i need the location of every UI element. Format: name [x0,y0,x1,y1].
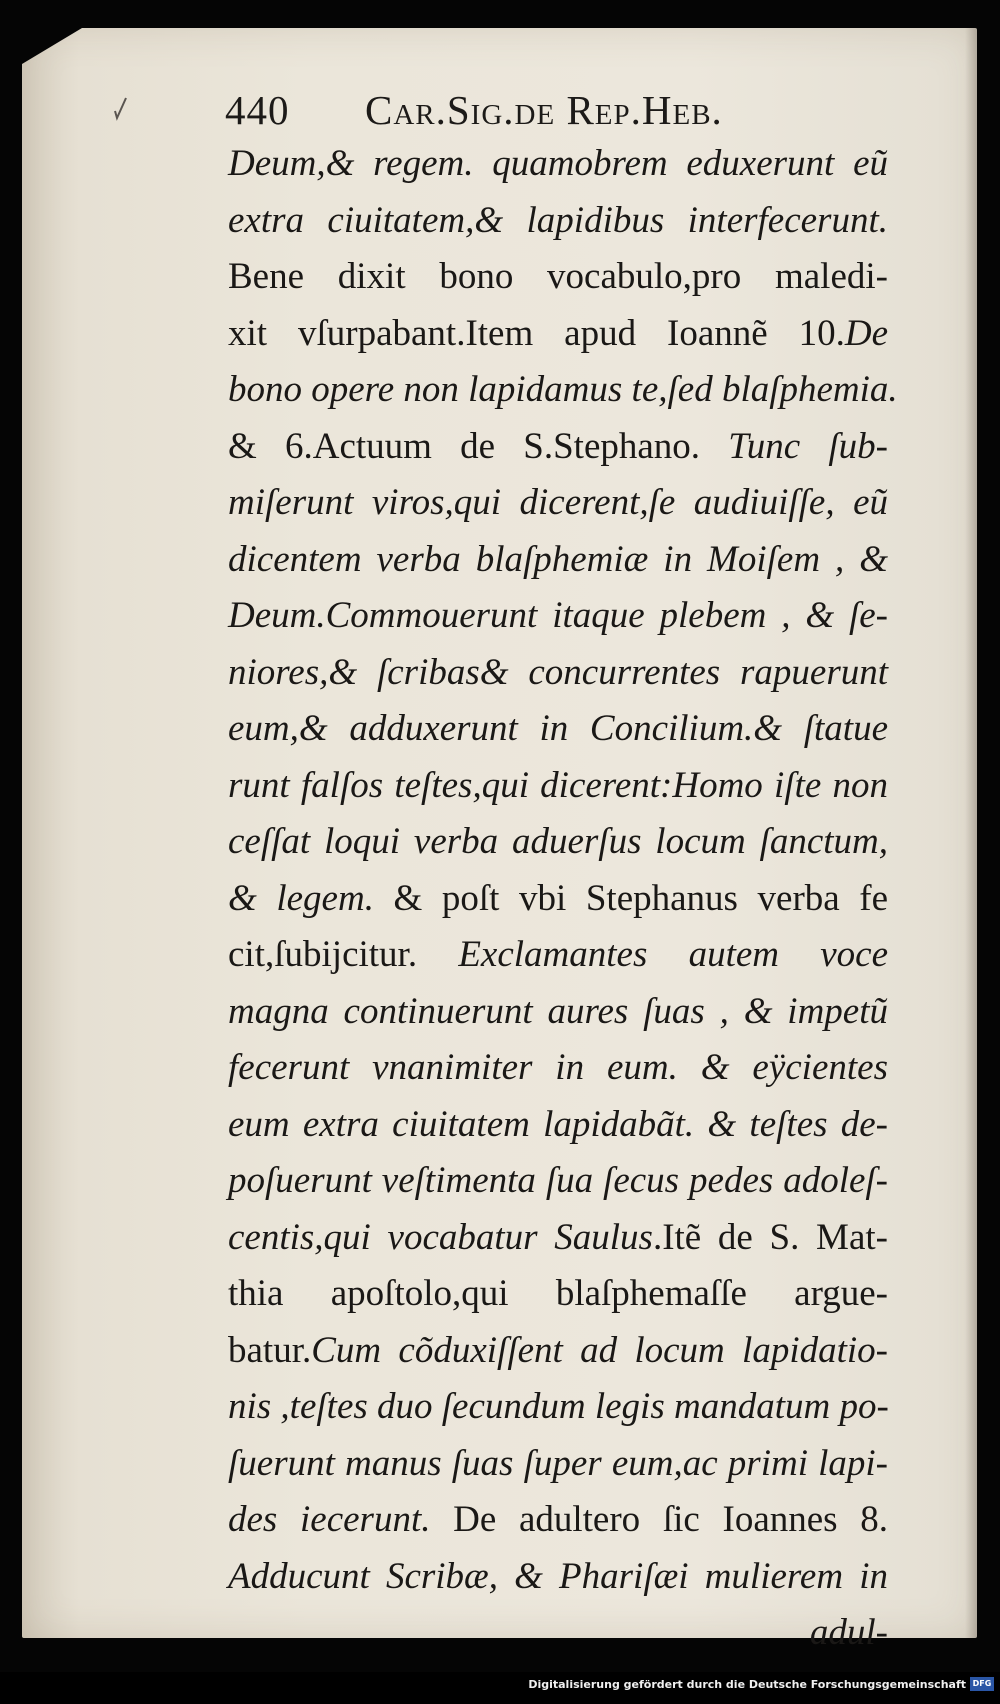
text-line [228,1210,888,1267]
italic-text-segment: dicentem verba blaſphemiæ in Moiſem , & [228,538,888,580]
roman-text-segment: De adultero ſic Ioannes 8. [430,1499,888,1540]
text-line [228,645,888,702]
italic-text-segment: De [844,312,888,354]
roman-text-segment: & poſt vbi Stephanus verba fe [373,877,888,919]
pencil-mark [112,96,130,122]
text-line [228,758,888,815]
text-line [228,532,888,589]
italic-text-segment: centis,qui vocabatur Saulus [228,1216,653,1258]
italic-text-segment: niores,& ſcribas& concurrentes rapuerunt [228,651,888,693]
footer-credit: Digitalisierung gefördert durch die Deutsche Forschungsgemeinschaft [528,1678,966,1691]
italic-text-segment: runt falſos teſtes,qui dicerent:Homo iſte non [228,764,888,806]
italic-text-segment: Deum,& regem. quamobrem eduxerunt eũ [228,143,888,184]
italic-text-segment: Cum cõduxiſſent ad locum lapidatio- [311,1329,888,1371]
roman-text-segment: & 6.Actuum de S.Stephano. [228,425,729,467]
italic-text-segment: eum,& adduxerunt in Concilium.& ſtatue [228,708,888,749]
text-line [228,814,888,871]
italic-text-segment: des iecerunt. [228,1499,431,1540]
page-torn-corner [22,28,82,64]
roman-text-segment: xit vſurpabant.Item apud Ioannẽ 10. [228,312,845,354]
running-head [225,86,945,134]
italic-text-segment: ceſſat loqui verba aduerſus locum ſanctum, [228,821,888,862]
text-line [228,588,888,645]
text-line [228,475,888,532]
text-line [228,1097,888,1154]
running-title: Car.Sig.de Rep.Heb. [365,87,723,133]
italic-text-segment: extra ciuitatem,& lapidibus interfecerunt. [228,199,888,241]
text-line [228,1436,888,1493]
text-line [228,1605,888,1662]
text-line [228,701,888,758]
text-line [228,136,888,193]
text-line [228,193,888,250]
italic-text-segment: & legem. [228,877,374,919]
text-line [228,1549,888,1606]
italic-text-segment: poſuerunt veſtimenta ſua ſecus pedes adoleſ- [228,1160,888,1201]
italic-text-segment: adul- [809,1612,888,1653]
roman-text-segment: batur. [228,1329,312,1371]
page-number: 440 [225,87,290,133]
text-line [228,1492,888,1549]
italic-text-segment: Adducunt Scribæ, & Phariſæi mulierem in [228,1555,888,1597]
text-line [228,362,898,419]
text-line [228,927,888,984]
italic-text-segment: Tunc ſub- [728,425,888,467]
italic-text-segment: miſerunt viros,qui dicerent,ſe audiuiſſe, eũ [228,482,888,523]
text-line [228,249,888,306]
text-line [228,1323,888,1380]
italic-text-segment: nis ,teſtes duo ſecundum legis mandatum po- [228,1386,889,1427]
body-text [228,136,898,1662]
dfg-logo: DFG [970,1677,994,1691]
text-line [228,1153,888,1210]
italic-text-segment: Deum.Commouerunt itaque plebem , & ſe- [228,595,888,636]
italic-text-segment: ſuerunt manus ſuas ſuper eum,ac primi lapi- [228,1442,888,1484]
italic-text-segment: bono opere non lapidamus te,ſed blaſphemia. [228,369,898,410]
italic-text-segment: Exclamantes autem voce [458,934,888,975]
roman-text-segment: cit,ſubijcitur. [228,934,459,975]
italic-text-segment: eum extra ciuitatem lapidabãt. & teſtes de- [228,1103,888,1145]
text-line [228,1379,888,1436]
text-line [228,984,888,1041]
italic-text-segment: fecerunt vnanimiter in eum. & eÿcientes [228,1047,888,1088]
text-line [228,419,888,476]
roman-text-segment: Bene dixit bono vocabulo,pro maledi- [228,256,888,297]
roman-text-segment: thia apoſtolo,qui blaſphemaſſe argue- [228,1273,888,1314]
roman-text-segment: .Itẽ de S. Mat- [652,1216,888,1258]
page-edge-shadow [965,28,977,1638]
text-line [228,1040,888,1097]
text-line [228,1266,888,1323]
text-line [228,871,888,928]
italic-text-segment: magna continuerunt aures ſuas , & impetũ [228,990,888,1032]
text-line [228,306,888,363]
